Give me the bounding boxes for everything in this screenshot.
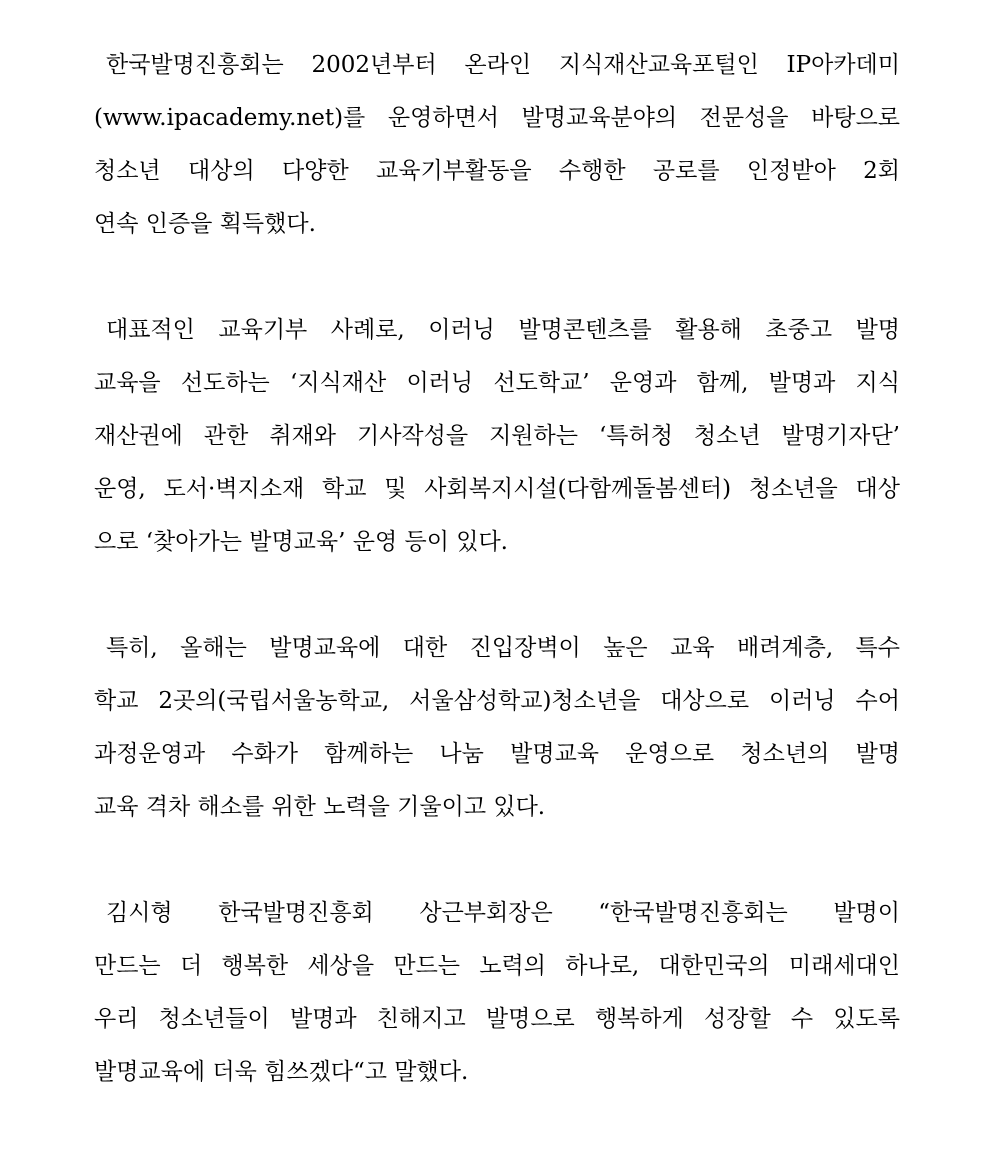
text-line: 교육을 선도하는 ‘지식재산 이러닝 선도학교’ 운영과 함께, 발명과 지식 [94,370,900,396]
text-line: 과정운영과 수화가 함께하는 나눔 발명교육 운영으로 청소년의 발명 [94,741,900,767]
text-line: 특히, 올해는 발명교육에 대한 진입장벽이 높은 교육 배려계층, 특수 [106,635,900,661]
text-line: 으로 ‘찾아가는 발명교육’ 운영 등이 있다. [94,529,508,555]
text-line: 연속 인증을 획득했다. [94,211,316,237]
text-line: 발명교육에 더욱 힘쓰겠다“고 말했다. [94,1059,469,1085]
text-line: 만드는 더 행복한 세상을 만드는 노력의 하나로, 대한민국의 미래세대인 [94,953,900,979]
document-body [94,39,900,1152]
text-line: 한국발명진흥회는 2002년부터 온라인 지식재산교육포털인 IP아카데미 [106,52,900,78]
paragraph-3 [94,622,900,834]
paragraph-2 [94,304,900,569]
text-line: 재산권에 관한 취재와 기사작성을 지원하는 ‘특허청 청소년 발명기자단’ [94,423,900,449]
text-line: (www.ipacademy.net)를 운영하면서 발명교육분야의 전문성을 바탕으로 [94,105,900,131]
text-line: 대표적인 교육기부 사례로, 이러닝 발명콘텐츠를 활용해 초중고 발명 [106,317,900,343]
text-line: 교육 격차 해소를 위한 노력을 기울이고 있다. [94,794,546,820]
text-line: 학교 2곳의(국립서울농학교, 서울삼성학교)청소년을 대상으로 이러닝 수어 [94,688,900,714]
text-line: 운영, 도서·벽지소재 학교 및 사회복지시설(다함께돌봄센터) 청소년을 대상 [94,476,900,502]
text-line: 청소년 대상의 다양한 교육기부활동을 수행한 공로를 인정받아 2회 [94,158,900,184]
text-line: 김시형 한국발명진흥회 상근부회장은 “한국발명진흥회는 발명이 [106,900,900,926]
text-line: 우리 청소년들이 발명과 친해지고 발명으로 행복하게 성장할 수 있도록 [94,1006,900,1032]
paragraph-1 [94,39,900,251]
paragraph-4 [94,887,900,1099]
